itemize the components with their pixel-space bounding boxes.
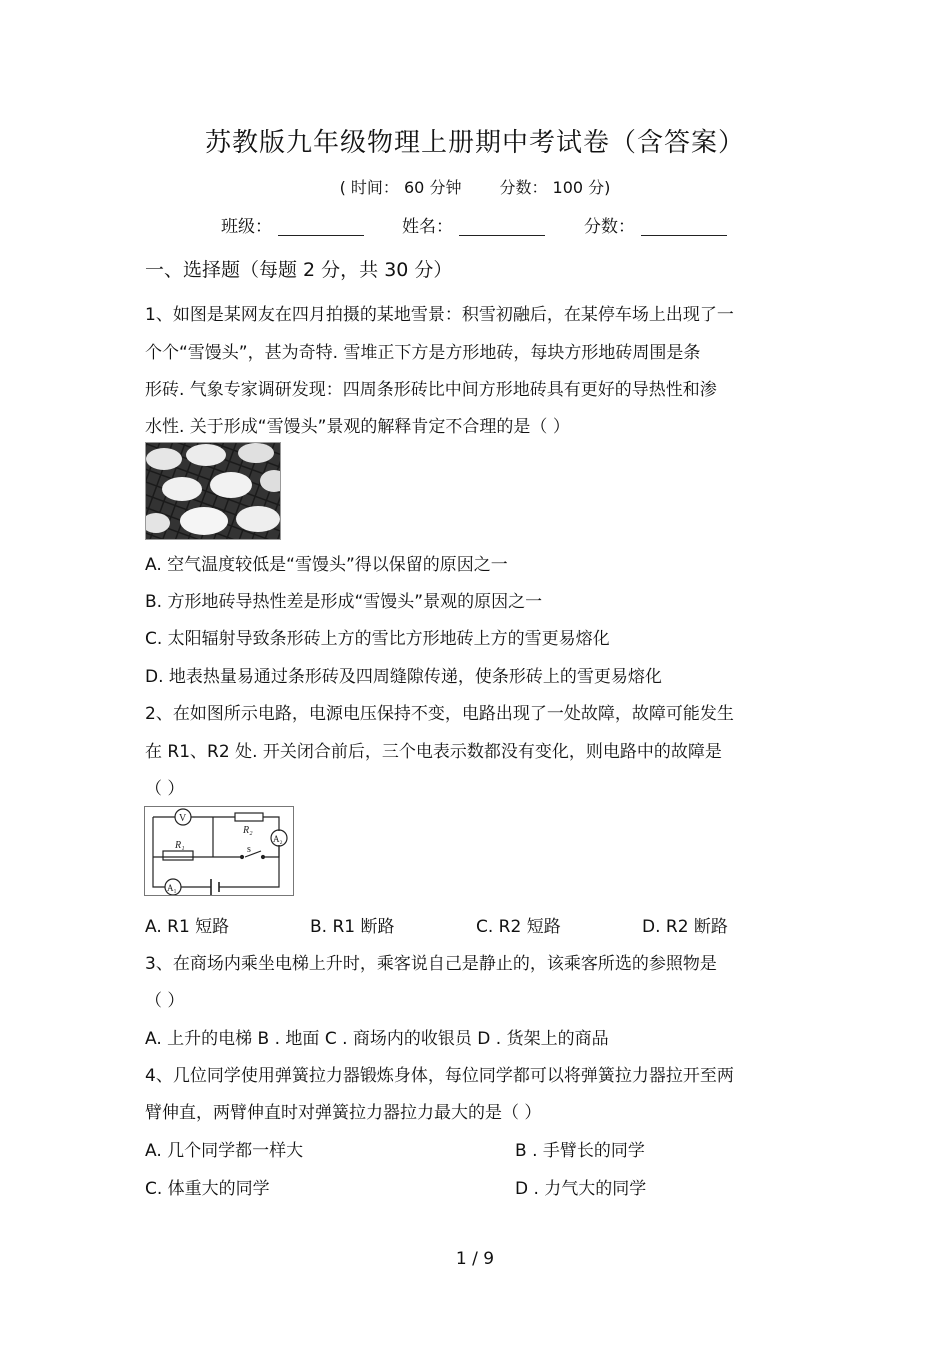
switch-label: s bbox=[247, 844, 251, 855]
q1-line: 1、如图是某网友在四月拍摄的某地雪景：积雪初融后，在某停车场上出现了一 bbox=[145, 305, 734, 325]
q4-option-d[interactable]: D . 力气大的同学 bbox=[515, 1179, 647, 1199]
q2-option-a[interactable]: A. R1 短路 bbox=[145, 917, 230, 937]
section-heading: 一、选择题（每题 2 分，共 30 分） bbox=[145, 259, 453, 281]
voltmeter-label: V bbox=[179, 813, 187, 824]
a2-label: A₂ bbox=[273, 834, 283, 844]
q3-line: 3、在商场内乘坐电梯上升时，乘客说自己是静止的，该乘客所选的参照物是 bbox=[145, 954, 717, 974]
page-number: 1 / 9 bbox=[455, 1249, 495, 1269]
q4-line: 臂伸直，两臂伸直时对弹簧拉力器拉力最大的是（ ） bbox=[145, 1103, 542, 1123]
q4-option-a[interactable]: A. 几个同学都一样大 bbox=[145, 1141, 304, 1161]
q1-line: 个个“雪馒头”，甚为奇特. 雪堆正下方是方形地砖，每块方形地砖周围是条 bbox=[145, 343, 701, 363]
name-blank[interactable] bbox=[459, 219, 545, 236]
q1-option-a[interactable]: A. 空气温度较低是“雪馒头”得以保留的原因之一 bbox=[145, 555, 508, 575]
q1-option-d[interactable]: D. 地表热量易通过条形砖及四周缝隙传递，使条形砖上的雪更易熔化 bbox=[145, 667, 662, 687]
q2-option-c[interactable]: C. R2 短路 bbox=[476, 917, 561, 937]
page-title: 苏教版九年级物理上册期中考试卷（含答案） bbox=[204, 128, 745, 158]
total-score-info: 分数： 100 分) bbox=[499, 178, 611, 197]
q4-option-b[interactable]: B . 手臂长的同学 bbox=[515, 1141, 645, 1161]
score-label: 分数： bbox=[584, 217, 635, 237]
q2-line: 2、在如图所示电路，电源电压保持不变，电路出现了一处故障，故障可能发生 bbox=[145, 704, 734, 724]
q1-line: 形砖. 气象专家调研发现：四周条形砖比中间方形地砖具有更好的导热性和渗 bbox=[145, 380, 717, 400]
score-blank[interactable] bbox=[641, 219, 727, 236]
r1-label: R₁ bbox=[175, 840, 185, 851]
class-blank[interactable] bbox=[278, 219, 364, 236]
class-field bbox=[221, 212, 364, 237]
q1-line: 水性. 关于形成“雪馒头”景观的解释肯定不合理的是（ ） bbox=[145, 417, 570, 437]
name-field bbox=[402, 212, 545, 237]
q1-option-c[interactable]: C. 太阳辐射导致条形砖上方的雪比方形地砖上方的雪更易熔化 bbox=[145, 629, 610, 649]
q2-option-d[interactable]: D. R2 断路 bbox=[642, 917, 728, 937]
q2-line: （ ） bbox=[145, 779, 185, 799]
name-label: 姓名： bbox=[402, 217, 453, 237]
exam-meta bbox=[0, 175, 950, 198]
q2-option-b[interactable]: B. R1 断路 bbox=[310, 917, 395, 937]
q1-option-b[interactable]: B. 方形地砖导热性差是形成“雪馒头”景观的原因之一 bbox=[145, 592, 543, 612]
q3-options[interactable]: A. 上升的电梯 B . 地面 C . 商场内的收银员 D . 货架上的商品 bbox=[145, 1029, 609, 1049]
snow-mound-photo bbox=[145, 442, 281, 540]
q3-line: （ ） bbox=[145, 991, 185, 1011]
r2-label: R₂ bbox=[243, 825, 253, 836]
q2-line: 在 R1、R2 处. 开关闭合前后，三个电表示数都没有变化，则电路中的故障是 bbox=[145, 742, 722, 762]
q4-line: 4、几位同学使用弹簧拉力器锻炼身体，每位同学都可以将弹簧拉力器拉开至两 bbox=[145, 1066, 734, 1086]
q4-option-c[interactable]: C. 体重大的同学 bbox=[145, 1179, 270, 1199]
score-field bbox=[584, 212, 727, 237]
class-label: 班级： bbox=[221, 217, 272, 237]
a1-label: A₁ bbox=[167, 883, 177, 893]
time-info: ( 时间： 60 分钟 bbox=[339, 178, 462, 197]
circuit-diagram bbox=[144, 806, 294, 896]
